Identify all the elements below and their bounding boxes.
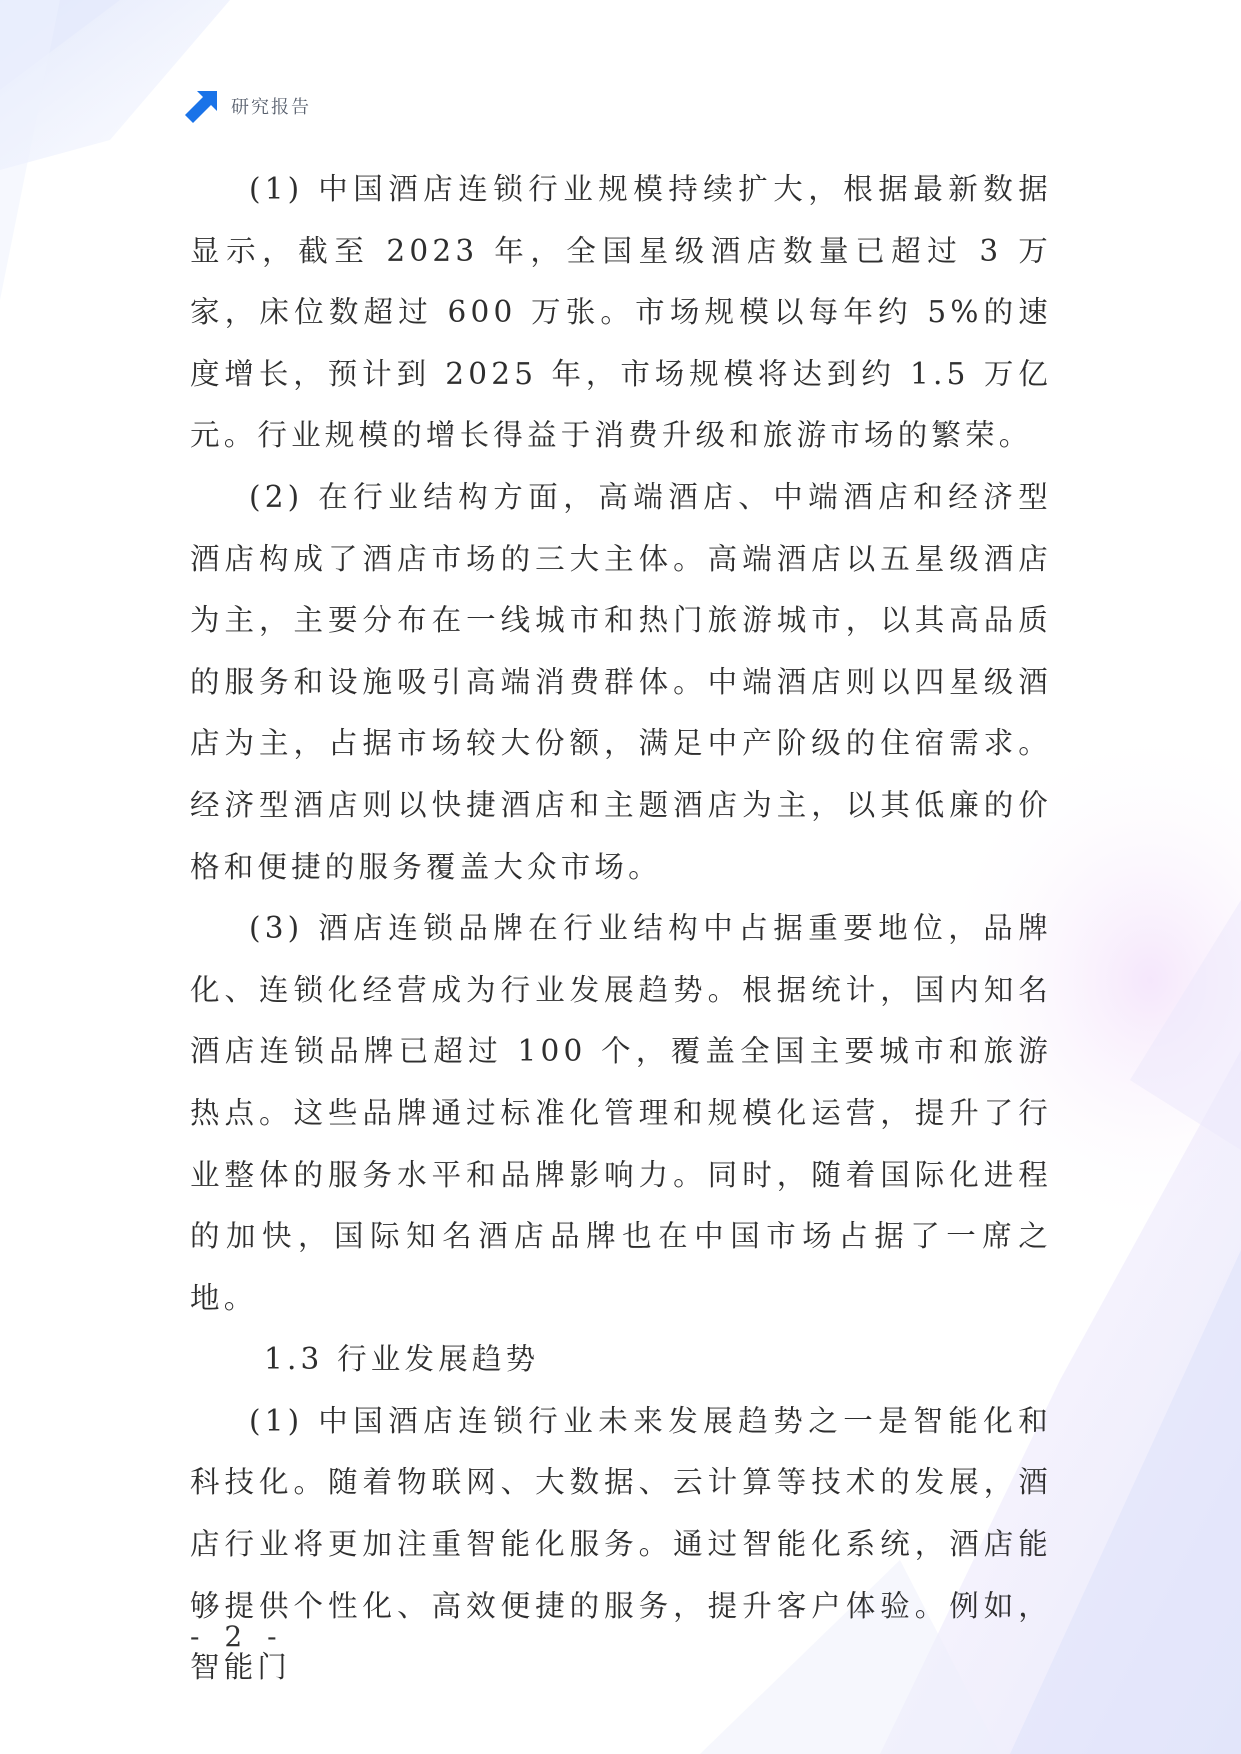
arrow-up-right-icon [185,89,219,123]
paragraph-structure: (2) 在行业结构方面，高端酒店、中端酒店和经济型酒店构成了酒店市场的三大主体。高端酒店以五星级酒店为主，主要分布在一线城市和热门旅游城市，以其高品质的服务和设施吸引高端消费群体。中端酒店则以四星级酒店为主，占据市场较大份额，满足中产阶级的住宿需求。经济型酒店则以快捷酒店和主题酒店为主，以其低廉的价格和便捷的服务覆盖大众市场。 [190,479,1052,884]
paragraph-brands: (3) 酒店连锁品牌在行业结构中占据重要地位，品牌化、连锁化经营成为行业发展趋势。根据统计，国内知名酒店连锁品牌已超过 100 个，覆盖全国主要城市和旅游热点。这些品牌通过标准化管理和规模化运营，提升了行业整体的服务水平和品牌影响力。同时，随着国际化进程的加快，国际知名酒店品牌也在中国市场占据了一席之地。 [190,911,1052,1315]
header-label: 研究报告 [231,97,311,118]
paragraph-scale: (1) 中国酒店连锁行业规模持续扩大，根据最新数据显示，截至 2023 年，全国星级酒店数量已超过 3 万家，床位数超过 600 万张。市场规模以每年约 5%的速度增长，预计到 2025 年，市场规模将达到约 1.5 万亿元。行业规模的增长得益于消费升级和旅游市场的繁荣。 [190,172,1052,453]
page-number: - 2 - [190,1620,285,1653]
section-heading: 1.3 行业发展趋势 [264,1342,540,1377]
document-body [190,159,1052,1699]
paragraph-trend-intelligence: (1) 中国酒店连锁行业未来发展趋势之一是智能化和科技化。随着物联网、大数据、云计算等技术的发展，酒店行业将更加注重智能化服务。通过智能化系统，酒店能够提供个性化、高效便捷的服务，提升客户体验。例如，智能门 [190,1403,1052,1685]
report-header [185,88,311,124]
